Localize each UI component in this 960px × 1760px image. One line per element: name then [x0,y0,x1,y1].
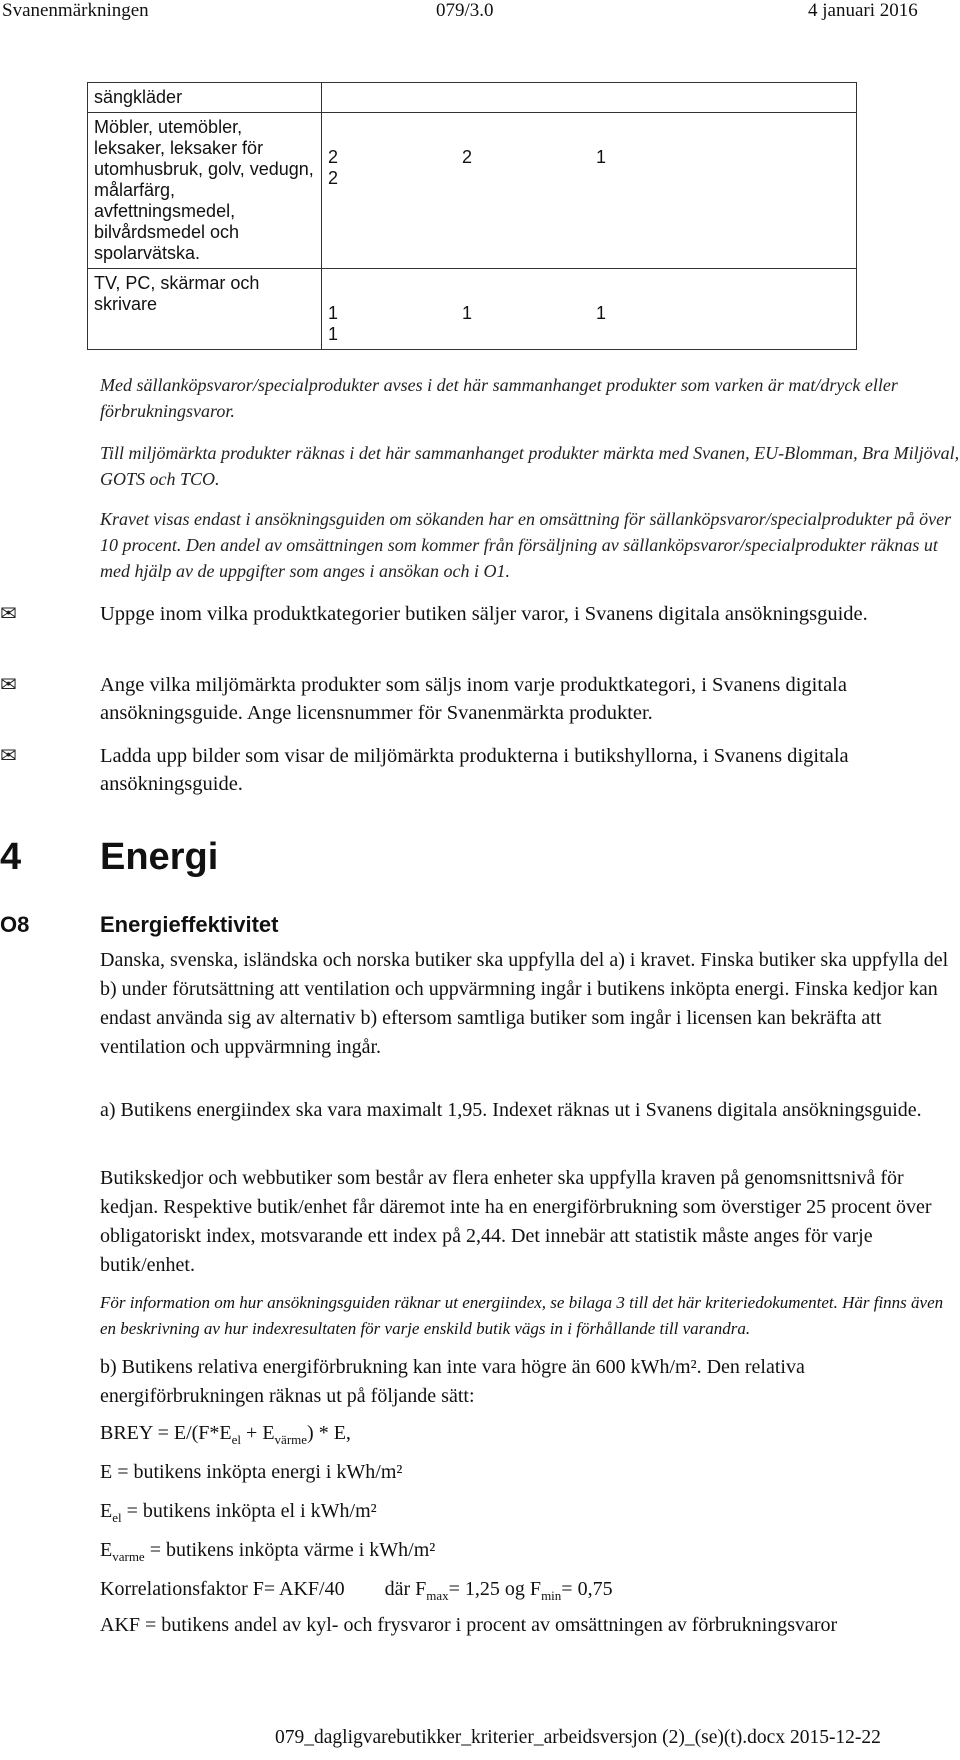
table-cell-label: sängkläder [88,83,322,113]
table-row [88,269,857,350]
bullet-item: Uppge inom vilka produktkategorier butiken säljer varor, i Svanens digitala ansökningsguide. [100,603,868,625]
table-value: 2 [328,168,339,188]
page-footer: 079_dagligvarebutikker_kriterier_arbeidsversjon (2)_(se)(t).docx 2015-12-22 [275,1727,881,1748]
table-value: 1 [596,147,607,167]
envelope-icon: ✉ [0,743,17,767]
table-row [88,113,857,269]
section-title: Energi [100,836,219,878]
paragraph: a) Butikens energiindex ska vara maximalt 1,95. Indexet räknas ut i Svanens digitala ansökningsguide. [100,1099,922,1121]
note-ecolabels: Till miljömärkta produkter räknas i det här sammanhanget produkter märkta med Svanen, EU-Blomman, Bra Miljöval, GOTS och TCO. [100,443,960,489]
note-requirement-visibility: Kravet visas endast i ansökningsguiden om sökanden har en omsättning för sällanköpsvaror/specialprodukter på över 10 procent. Den andel av omsättningen som kommer från försäljning av sällanköpsvaror/specialprodukter räknas ut med hjälp av de uppgifter som anges i ansökan och i O1. [100,509,952,581]
section-number: 4 [0,836,22,878]
note-definition: Med sällanköpsvaror/specialprodukter avses i det här sammanhanget produkter som varken är mat/dryck eller förbrukningsvaror. [100,375,898,421]
requirement-title: Energieffektivitet [100,912,279,937]
table-value: 1 [462,303,473,323]
formula-akf: AKF = butikens andel av kyl- och frysvaror i procent av omsättningen av förbrukningsvaror [100,1614,838,1636]
page-header [0,0,960,26]
table-value: 2 [328,147,339,167]
requirement-number: O8 [0,912,30,937]
envelope-icon: ✉ [0,601,17,625]
table-cell-label: Möbler, utemöbler, leksaker, leksaker för utomhusbruk, golv, vedugn, målarfärg, avfettningsmedel, bilvårdsmedel och spolarvätska. [88,113,322,269]
table-value: 1 [328,303,339,323]
formula-evarme: $E_{varme}$ = butikens inköpta värme i kWh/m² [100,1539,436,1564]
table-value: 1 [596,303,607,323]
formula-correlation: Korrelationsfaktor F= AKF/40 där $F_{max}= 1,25$ og $F_{min}= 0,75$ [100,1578,613,1603]
table-value: 2 [462,147,473,167]
product-table [87,82,857,350]
paragraph: Butikskedjor och webbutiker som består av flera enheter ska uppfylla kraven på genomsnittsnivå för kedjan. Respektive butik/enhet får däremot inte ha en energiförbrukning som överstiger 25 procent över obligatoriskt index, motsvarande ett index på 2,44. Det innebär att statistik måste anges för varje butik/enhet. [100,1167,932,1276]
table-cell-values [322,83,857,113]
paragraph: Danska, svenska, isländska och norska butiker ska uppfylla del a) i kravet. Finska butiker ska uppfylla del b) under förutsättning att ventilation och uppvärmning ingår i butikens inköpta energi. Finska kedjor kan endast använda sig av alternativ b) eftersom samtliga butiker som ingår i licensen kan bekräfta att ventilation och uppvärmning ingår. [100,949,949,1058]
header-title: Svanenmärkningen [2,0,149,21]
bullet-item: Ange vilka miljömärkta produkter som säljs inom varje produktkategori, i Svanens digitala ansökningsguide. Ange licensnummer för Svanenmärkta produkter. [100,674,847,724]
table-row [88,83,857,113]
paragraph: b) Butikens relativa energiförbrukning kan inte vara högre än 600 kWh/m². Den relativa energiförbrukningen räknas ut på följande sätt: [100,1356,805,1407]
table-cell-label: TV, PC, skärmar och skrivare [88,269,322,350]
table-cell-values [322,113,857,269]
formula-eel: $E_{el}$ = butikens inköpta el i kWh/m² [100,1500,377,1525]
formula-brey: BREY = $E/(F*E_{el} + E_{värme}) * E$, [100,1422,351,1447]
header-version: 079/3.0 [436,0,494,21]
bullet-item: Ladda upp bilder som visar de miljömärkta produkterna i butikshyllorna, i Svanens digitala ansökningsguide. [100,745,849,795]
header-date: 4 januari 2016 [808,0,918,21]
table-value: 1 [328,324,339,344]
formula-e: E = butikens inköpta energi i kWh/m² [100,1461,403,1483]
envelope-icon: ✉ [0,672,17,696]
paragraph-info: För information om hur ansökningsguiden räknar ut energiindex, se bilaga 3 till det här kriteriedokumentet. Här finns även en beskrivning av hur indexresultaten för varje enskild butik vägs in i förhållande till varandra. [100,1293,944,1338]
table-cell-values [322,269,857,350]
